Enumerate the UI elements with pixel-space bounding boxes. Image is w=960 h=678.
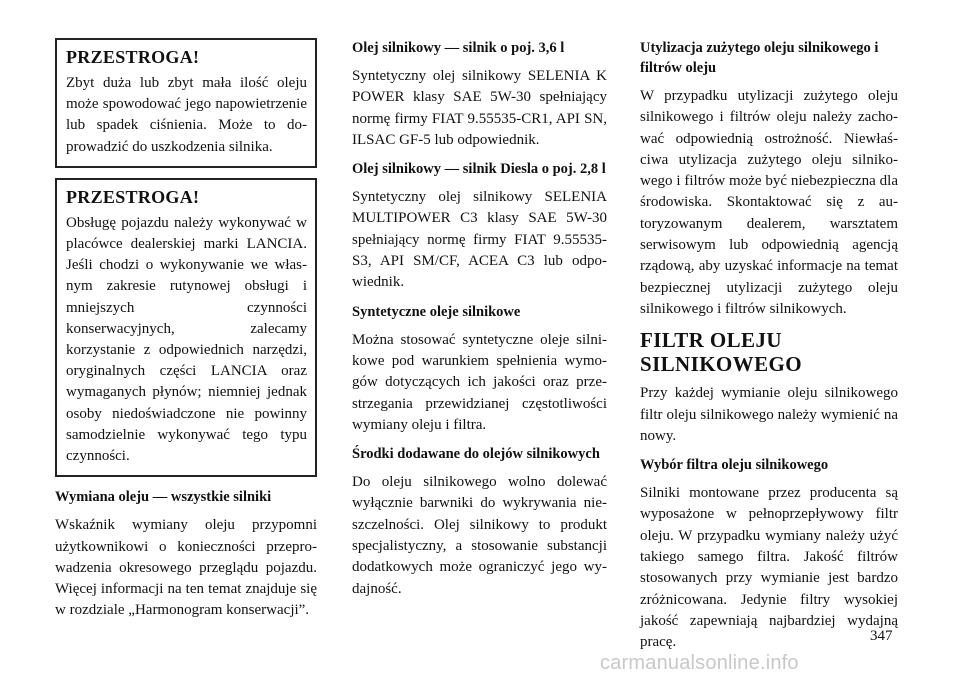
diesel-oil-heading: Olej silnikowy — silnik Diesla o poj. 2,8 l <box>352 161 606 178</box>
watermark-text: carmanualsonline.info <box>600 652 799 674</box>
warning-box-oil-level <box>55 38 317 168</box>
disposal-text: W przypadku utylizacji zużytego oleju silnikowego i filtrów oleju należy zachować odpowiednią ostrożność. Niewłaściwa utylizacja zużytego oleju silnikowego i filtrów może być niebezpieczna dla środowiska. Skontaktować się z autoryzowanym dealerem, warsztatem serwisowym lub odpowiednią agencją rządową, aby uzyskać informacje na temat bezpiecznej utylizacji zużytego oleju silnikowego i filtrów silnikowych. <box>640 88 898 317</box>
filter-selection-text: Silniki montowane przez producenta są wyposażone w pełnoprzepływowy filtr oleju. W przypadku wymiany należy użyć takiego samego filtra. Jakość filtrów stosowanych przy wymianie jest bardzo zróżnicowana. Jedynie filtry wysokiej jakość zapewniają najbardziej wydajną pracę. <box>640 485 898 651</box>
oil-change-text: Wskaźnik wymiany oleju przypomni użytkownikowi o konieczności przeprowadzenia okresowego przeglądu pojazdu. Więcej informacji na ten temat znajduje się w rozdziale „Harmonogram konserwacji”. <box>55 517 317 619</box>
synthetic-oil-heading: Syntetyczne oleje silnikowe <box>352 303 521 320</box>
warning-text: Zbyt duża lub zbyt mała ilość oleju może spowodować jego napowietrzenie lub spadek ciśnienia. Może to doprowadzić do uszkodzenia silnika. <box>66 75 307 155</box>
diesel-oil-text: Syntetyczny olej silnikowy SELENIA MULTIPOWER C3 klasy SAE 5W-30 spełniający normę firmy FIAT 9.55535-S3, API SM/CF, ACEA C3 lub odpowiednik. <box>352 189 607 291</box>
oil-change-heading: Wymiana oleju — wszystkie silniki <box>55 489 272 506</box>
warning-text: Obsługę pojazdu należy wykonywać w placówce dealerskiej marki LANCIA. Jeśli chodzi o wykonywanie we własnym zakresie rutynowej obsługi i mniejszych czynności konserwacyjnych, zalecamy korzystanie z odpowiednich narzędzi, oryginalnych części LANCIA oraz wymaganych płynów; niemniej jednak osoby niedoświadczone nie powinny samodzielnie wykonywać tego typu czynności. <box>66 214 307 465</box>
synthetic-oil-text: Można stosować syntetyczne oleje silnikowe pod warunkiem spełnienia wymogów dotyczących ich jakości oraz przestrzegania przewidzianej częstotliwości wymiany oleju i filtra. <box>352 331 607 433</box>
additives-text: Do oleju silnikowego wolno dolewać wyłącznie barwniki do wykrywania nieszczelności. Olej silnikowy to produkt specjalistyczny, a stosowanie substancji dodatkowych może ograniczyć jego wydajność. <box>352 474 607 597</box>
column-middle <box>352 38 607 608</box>
additives-heading: Środki dodawane do olejów silnikowych <box>352 446 600 463</box>
warning-title: PRZESTROGA! <box>66 47 200 67</box>
warning-box-service <box>55 178 317 477</box>
disposal-heading: Utylizacja zużytego oleju silnikowego i filtrów oleju <box>640 40 879 76</box>
oil-filter-text: Przy każdej wymianie oleju silnikowego filtr oleju silnikowego należy wymienić na nowy. <box>640 385 898 444</box>
column-right <box>640 38 898 662</box>
filter-selection-heading: Wybór filtra oleju silnikowego <box>640 457 829 474</box>
warning-title: PRZESTROGA! <box>66 186 200 207</box>
section-title-oil-filter: FILTR OLEJU SILNIKOWEGO <box>640 328 802 377</box>
oil-36-text: Syntetyczny olej silnikowy SELENIA K POWER klasy SAE 5W-30 spełniający normę firmy FIAT 9.55535-CR1, API SN, ILSAC GF-5 lub odpowiednik. <box>352 68 607 148</box>
oil-36-heading: Olej silnikowy — silnik o poj. 3,6 l <box>352 40 565 56</box>
page-number: 347 <box>870 628 893 644</box>
column-left <box>55 38 317 630</box>
